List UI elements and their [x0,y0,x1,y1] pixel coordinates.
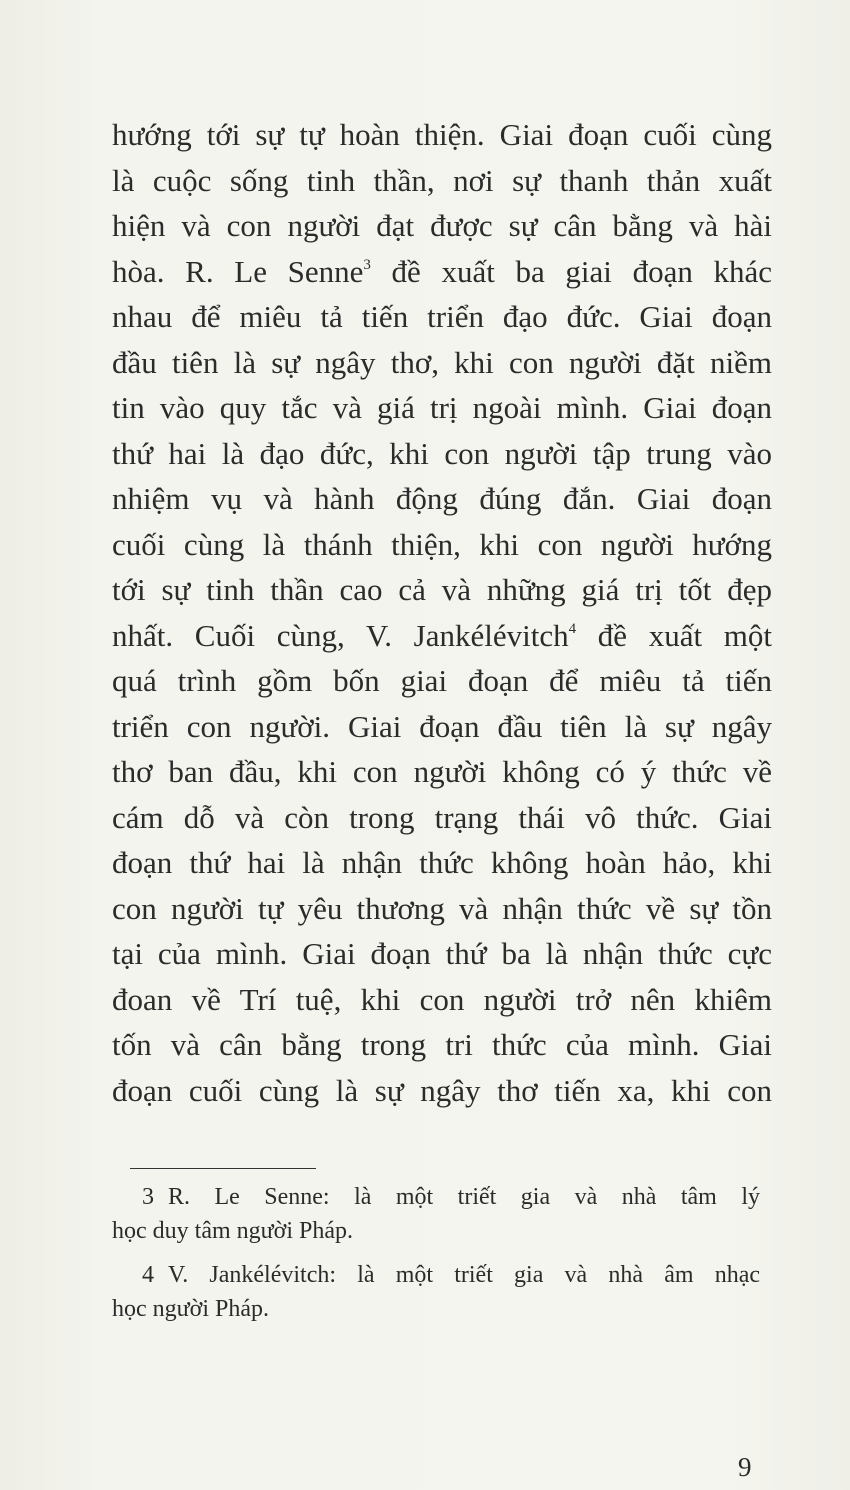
text-fragment: hòa. R. Le Senne [112,253,364,289]
text-line: đầu tiên là sự ngây thơ, khi con người đặt niềm [112,344,772,380]
footnote-number: 3 [142,1184,154,1210]
footnote-line: học duy tâm người Pháp. [112,1218,354,1244]
text-line-with-footnote-3 [112,249,772,295]
text-fragment: đề xuất một [597,617,772,653]
text-line: đoạn thứ hai là nhận thức không hoàn hảo, khi [112,845,772,880]
text-line: nhiệm vụ và hành động đúng đắn. Giai đoạn [112,481,772,516]
footnote-4 [112,1258,760,1326]
text-line: hiện và con người đạt được sự cân bằng và hài [112,208,772,243]
text-line: tới sự tinh thần cao cả và những giá trị tốt đẹp [112,572,772,607]
text-line: nhau để miêu tả tiến triển đạo đức. Giai đoạn [112,299,772,334]
text-line: con người tự yêu thương và nhận thức về sự tồn [112,890,772,926]
text-fragment: nhất. Cuối cùng, V. Jankélévitch [112,617,569,653]
text-line: tại của mình. Giai đoạn thứ ba là nhận thức cực [112,936,772,971]
text-line: đoan về Trí tuệ, khi con người trở nên khiêm [112,981,772,1017]
text-line: quá trình gồm bốn giai đoạn để miêu tả tiến [112,663,772,698]
page-number: 9 [738,1452,752,1482]
text-line: tin vào quy tắc và giá trị ngoài mình. Giai đoạn [112,390,772,425]
footnote-line: học người Pháp. [112,1296,270,1322]
main-text [112,112,772,1113]
text-line: thứ hai là đạo đức, khi con người tập trung vào [112,435,772,471]
footnote-number: 4 [142,1262,154,1288]
footnote-text: R. Le Senne: là một triết gia và nhà tâm lý [168,1184,760,1210]
footnotes [112,1180,760,1336]
text-line: đoạn cuối cùng là sự ngây thơ tiến xa, khi con [112,1072,772,1108]
text-line: cám dỗ và còn trong trạng thái vô thức. Giai [112,799,772,835]
footnote-divider [130,1168,316,1169]
text-line: triển con người. Giai đoạn đầu tiên là sự ngây [112,708,772,744]
footnote-3 [112,1180,760,1248]
footnote-line [112,1180,760,1214]
text-fragment: đề xuất ba giai đoạn khác [391,253,773,289]
footnote-text: V. Jankélévitch: là một triết gia và nhà âm nhạc [168,1262,760,1288]
footnote-ref-3[interactable]: 3 [363,256,371,273]
text-line: hướng tới sự tự hoàn thiện. Giai đoạn cuối cùng [112,117,772,152]
footnote-line [112,1258,760,1292]
text-line: cuối cùng là thánh thiện, khi con người hướng [112,526,772,562]
text-line-with-footnote-4 [112,613,772,659]
footnote-ref-4[interactable]: 4 [568,620,577,637]
text-line: tốn và cân bằng trong tri thức của mình. Giai [112,1027,772,1062]
text-line: thơ ban đầu, khi con người không có ý thức về [112,754,772,789]
text-line: là cuộc sống tinh thần, nơi sự thanh thản xuất [112,162,772,198]
